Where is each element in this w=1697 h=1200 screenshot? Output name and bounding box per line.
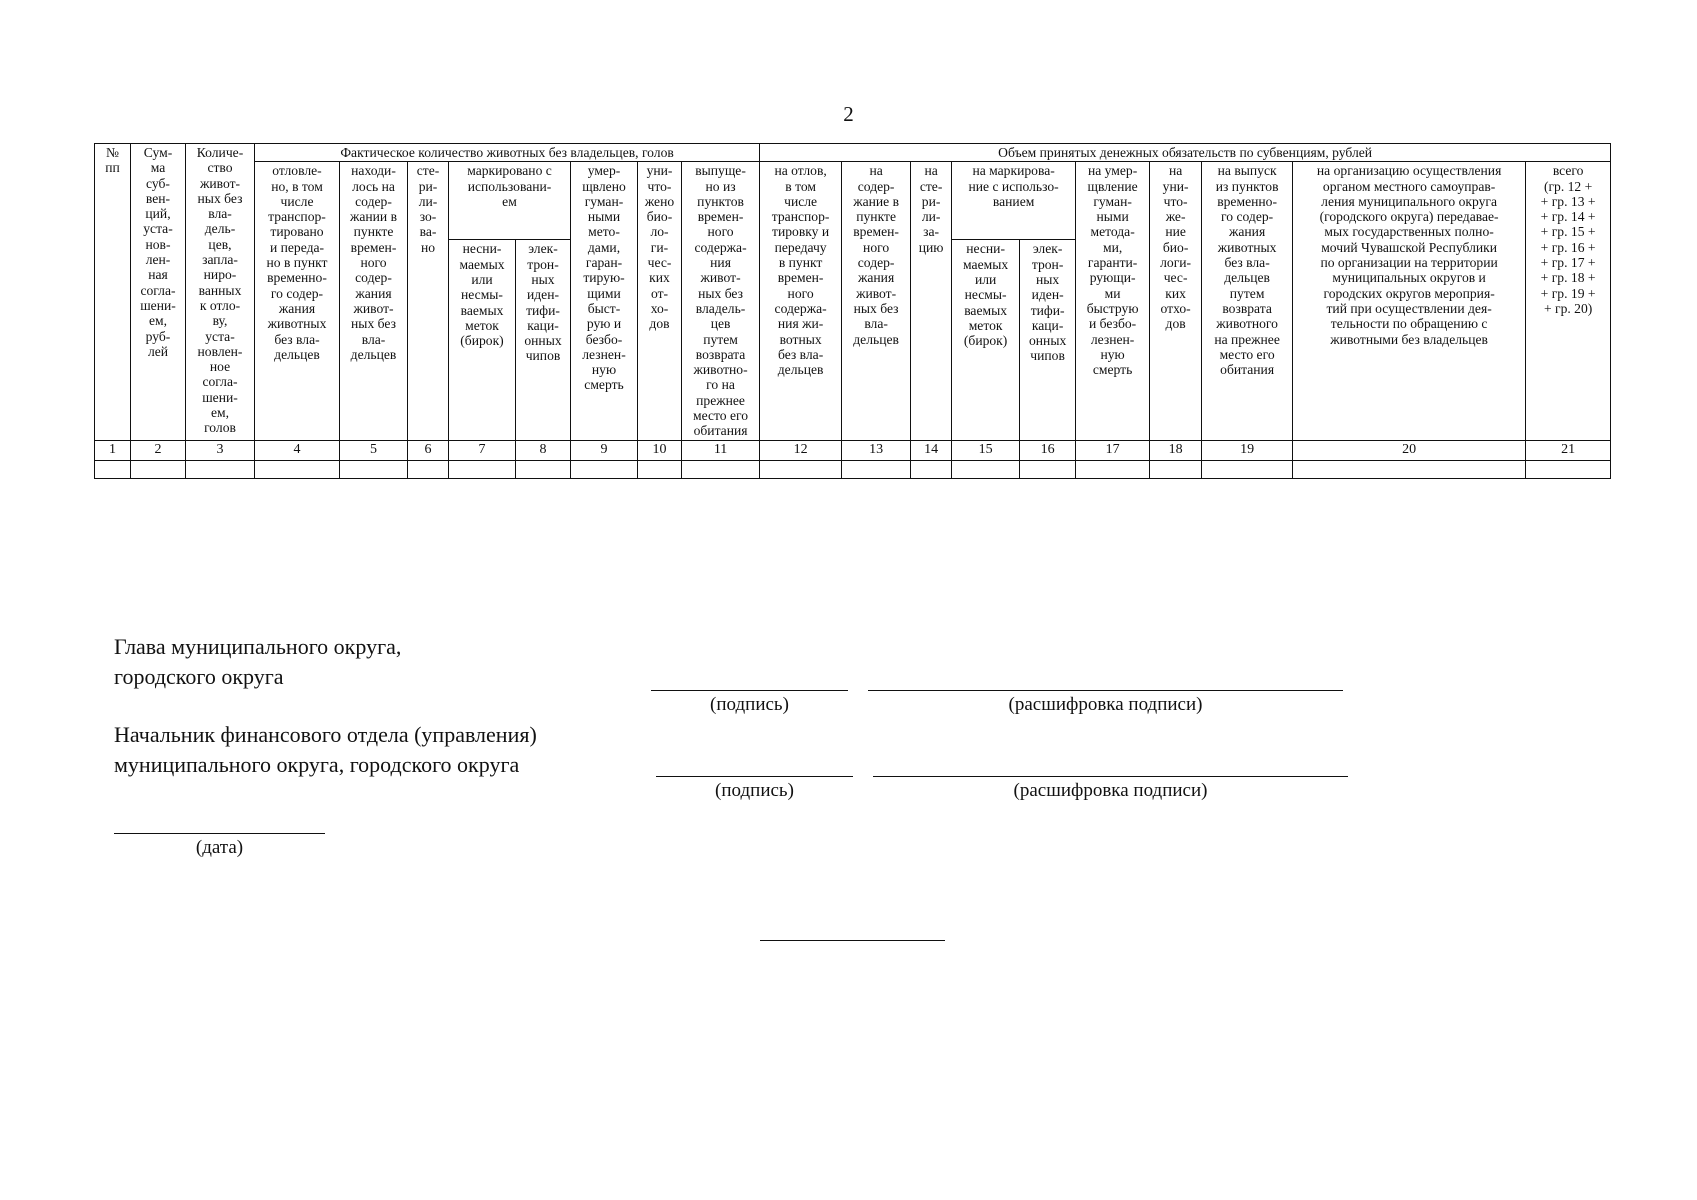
column-number: 19 <box>1202 440 1293 460</box>
header-obl-marking-tags: несни- маемых или несмы- ваемых меток (бирок) <box>952 240 1020 440</box>
header-group-actual: Фактическое количество животных без владельцев, голов <box>255 144 760 162</box>
table-row <box>95 460 1611 478</box>
column-number-row <box>95 440 1611 460</box>
column-number: 8 <box>516 440 571 460</box>
header-marked-chips: элек- трон- ных иден- тифи- каци- онных чипов <box>516 240 571 440</box>
table-cell <box>449 460 516 478</box>
header-row-1 <box>95 144 1611 162</box>
table-cell <box>408 460 449 478</box>
header-marked: маркировано с использовани- ем <box>449 162 571 240</box>
table-cell <box>1526 460 1611 478</box>
header-group-obligations: Объем принятых денежных обязательств по субвенциям, рублей <box>760 144 1611 162</box>
column-number: 5 <box>340 440 408 460</box>
column-number: 11 <box>682 440 760 460</box>
table-cell <box>760 460 842 478</box>
head-decryption-caption: (расшифровка подписи) <box>1008 694 1203 715</box>
head-signatory-line-2: городского округа <box>114 664 284 689</box>
table-cell <box>842 460 911 478</box>
column-number: 13 <box>842 440 911 460</box>
table-cell <box>911 460 952 478</box>
header-obl-destruction: на уни- что- же- ние био- логи- чес- ких отхо- дов <box>1150 162 1202 440</box>
column-number: 4 <box>255 440 340 460</box>
column-number: 2 <box>131 440 186 460</box>
header-kept: находи- лось на содер- жании в пункте времен- ного содер- жания живот- ных без вла- дельцев <box>340 162 408 440</box>
table-cell <box>131 460 186 478</box>
header-no: № пп <box>95 144 131 441</box>
finance-signatory-line-2: муниципального округа, городского округа <box>114 752 520 777</box>
header-planned-count: Количе- ство живот- ных без вла- дель- цев, запла- ниро- ванных к отло- ву, уста- новлен- ное согла- шени- ем, голов <box>186 144 255 441</box>
column-number: 17 <box>1076 440 1150 460</box>
column-number: 14 <box>911 440 952 460</box>
table-cell <box>638 460 682 478</box>
column-number: 9 <box>571 440 638 460</box>
header-captured: отловле- но, в том числе транспор- тировано и переда- но в пункт временно- го содер- жания животных без вла- дельцев <box>255 162 340 440</box>
finance-decryption-line <box>873 776 1348 777</box>
header-obl-marking-chips: элек- трон- ных иден- тифи- каци- онных чипов <box>1020 240 1076 440</box>
header-obl-release: на выпуск из пунктов временно- го содер- жания животных без вла- дельцев путем возврата животного на прежнее место его обитания <box>1202 162 1293 440</box>
table-cell <box>95 460 131 478</box>
finance-decryption-caption: (расшифровка подписи) <box>1013 780 1208 801</box>
header-subvention-sum: Сум- ма суб- вен- ций, уста- нов- лен- ная согла- шени- ем, руб- лей <box>131 144 186 441</box>
footer-separator-line <box>760 940 945 941</box>
header-obl-keeping: на содер- жание в пункте времен- ного содер- жания живот- ных без вла- дельцев <box>842 162 911 440</box>
head-signature-caption: (подпись) <box>710 694 789 715</box>
header-obl-capture: на отлов, в том числе транспор- тировку и передачу в пункт времен- ного содержа- ния жи- вотных без вла- дельцев <box>760 162 842 440</box>
table-cell <box>255 460 340 478</box>
column-number: 20 <box>1293 440 1526 460</box>
header-sterilized: сте- ри- ли- зо- ва- но <box>408 162 449 440</box>
header-obl-sterilization: на сте- ри- ли- за- цию <box>911 162 952 440</box>
page-number: 2 <box>843 102 854 126</box>
column-number: 16 <box>1020 440 1076 460</box>
finance-signature-line <box>656 776 853 777</box>
column-number: 1 <box>95 440 131 460</box>
table-cell <box>1293 460 1526 478</box>
head-signatory-label <box>114 632 401 692</box>
column-number: 7 <box>449 440 516 460</box>
finance-signature-caption: (подпись) <box>715 780 794 801</box>
table-cell <box>516 460 571 478</box>
table-cell <box>1076 460 1150 478</box>
head-signature-line <box>651 690 848 691</box>
date-caption: (дата) <box>195 837 244 858</box>
header-destroyed: уни- что- жено био- ло- ги- чес- ких от- хо- дов <box>638 162 682 440</box>
column-number: 10 <box>638 440 682 460</box>
table-cell <box>571 460 638 478</box>
finance-signatory-label <box>114 720 537 780</box>
date-line <box>114 833 325 834</box>
header-row-2 <box>95 162 1611 240</box>
header-euthanized: умер- щвлено гуман- ными мето- дами, гаран- тирую- щими быст- рую и безбо- лезнен- ную смерть <box>571 162 638 440</box>
table-cell <box>1202 460 1293 478</box>
column-number: 12 <box>760 440 842 460</box>
header-obl-euthanasia: на умер- щвление гуман- ными метода- ми, гаранти- рующи- ми быструю и безбо- лезнен- ную смерть <box>1076 162 1150 440</box>
head-decryption-line <box>868 690 1343 691</box>
column-number: 6 <box>408 440 449 460</box>
table-cell <box>952 460 1020 478</box>
header-marked-tags: несни- маемых или несмы- ваемых меток (бирок) <box>449 240 516 440</box>
header-obl-total: всего (гр. 12 + + гр. 13 + + гр. 14 + + гр. 15 + + гр. 16 + + гр. 17 + + гр. 18 + + гр. 19 + + гр. 20) <box>1526 162 1611 440</box>
report-table <box>94 143 1611 479</box>
finance-signatory-line-1: Начальник финансового отдела (управления) <box>114 722 537 747</box>
column-number: 15 <box>952 440 1020 460</box>
table-cell <box>1150 460 1202 478</box>
header-obl-organization: на организацию осуществления органом местного самоуправ- ления муниципального округа (городского округа) передавае- мых государственных полно- мочий Чувашской Республики по организации на территории муниципальных округов и городских округов мероприя- тий при осуществлении дея- тельности по обращению с животными без владельцев <box>1293 162 1526 440</box>
table-cell <box>1020 460 1076 478</box>
table-cell <box>340 460 408 478</box>
column-number: 3 <box>186 440 255 460</box>
head-signatory-line-1: Глава муниципального округа, <box>114 634 402 659</box>
column-number: 21 <box>1526 440 1611 460</box>
table-cell <box>186 460 255 478</box>
header-released: выпуще- но из пунктов времен- ного содержа- ния живот- ных без владель- цев путем возврата животно- го на прежнее место его обитания <box>682 162 760 440</box>
header-obl-marking: на маркирова- ние с использо- ванием <box>952 162 1076 240</box>
table-cell <box>682 460 760 478</box>
column-number: 18 <box>1150 440 1202 460</box>
